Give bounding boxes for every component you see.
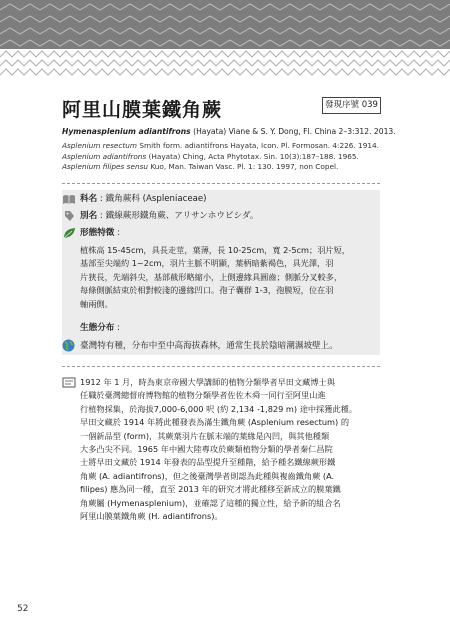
distribution-heading: 生態分布 : — [80, 323, 121, 333]
history-line: 角蕨 (A. adiantifrons)，但之後臺灣學者則認為此種與複齒鐵角蕨 (A. — [80, 470, 335, 481]
morphology-line: 基部至尖端約 1~2cm，羽片主脈不明顯，葉柄暗紫褐色，具光澤，羽 — [80, 258, 334, 269]
morphology-line: 每條側脈結束於相對較淺的邊緣凹口。孢子囊群 1-3，孢膜短，位在羽 — [80, 285, 334, 296]
history-line: 行植物採集，於海拔7,000-6,000 呎 (約 2,134 -1,829 m) 途中採獲此種。 — [80, 403, 358, 414]
divider-bottom — [62, 366, 380, 367]
alias-value: : 鐵線蕨形鐵角蕨、アリサンホウビシダ。 — [97, 211, 259, 221]
alias-row — [80, 210, 258, 222]
history-line: filipes) 應為同一種，直至 2013 年的研究才將此種移至新成立的膜葉鐵 — [80, 484, 341, 495]
quote-icon — [62, 377, 76, 388]
scientific-name: Hymenasplenium adiantifrons — [62, 127, 191, 136]
history-paragraph — [80, 376, 380, 523]
scientific-name-line — [62, 126, 396, 137]
history-line: 士將早田文藏於 1914 年發表的品型提升至種階，給予種名鐵線蕨形鐵 — [80, 457, 336, 468]
zigzag-border — [0, 49, 450, 77]
tag-icon — [64, 210, 75, 222]
globe-icon — [62, 339, 75, 352]
book-icon — [62, 194, 76, 205]
family-value: : 鐵角蕨科 (Aspleniaceae) — [97, 194, 207, 204]
distribution-text: 臺灣特有種，分布中至中高海拔森林，通常生長於陰暗潮濕坡壁上。 — [80, 341, 338, 351]
scientific-author: (Hayata) Viane & S. Y. Dong, Fl. China 2–3:312. 2013. — [190, 127, 396, 136]
history-line: 角蕨屬 (Hymenasplenium)，並確認了這種的獨立性，給予新的組合名 — [80, 497, 341, 508]
divider-top — [62, 183, 380, 184]
header-band — [0, 0, 450, 49]
history-line: 任職於臺灣總督府博物館的植物分類學者佐佐木舜一同行至阿里山進 — [80, 390, 326, 401]
history-line: 早田文藏於 1914 年將此種發表為滿生鐵角蕨 (Asplenium resectum) 的 — [80, 417, 350, 428]
morphology-label: 形態特徵 — [80, 228, 115, 238]
morphology-line: 植株高 15-45cm，具長走莖，葉薄，長 10-25cm，寬 2-5cm；羽片短， — [80, 245, 350, 255]
discovery-number-badge: 發現序號 039 — [322, 97, 381, 114]
distribution-label: 生態分布 — [80, 323, 115, 333]
history-line: 大多凸尖不同。1965 年中國大陸專攻於蕨類植物分類的學者秦仁昌院 — [80, 444, 333, 455]
family-label: 科名 — [80, 194, 98, 204]
synonym-list — [62, 141, 382, 173]
header-pattern — [0, 0, 450, 49]
history-line: 一個新品型 (form)，其蕨葉羽片在脈末端的葉緣是內凹，與其他種類 — [80, 430, 330, 441]
history-line: 1912 年 1 月，時為東京帝國大學講師的植物分類學者早田文藏博士與 — [80, 377, 335, 387]
family-row — [80, 193, 207, 205]
page-title: 阿里山膜葉鐵角蕨 — [62, 99, 223, 121]
synonym-item: Asplenium adiantifrons (Hayata) Ching, Acta Phytotax. Sin. 10(3):187–188. 1965. — [62, 151, 359, 161]
alias-label: 別名 — [80, 211, 98, 221]
leaf-icon — [63, 227, 76, 239]
morphology-text — [80, 244, 376, 311]
synonym-item: Asplenium resectum Smith form. adiantifrons Hayata, Icon. Pl. Formosan. 4:226. 1914. — [62, 141, 379, 150]
synonym-item: Asplenium filipes sensu Kuo, Man. Taiwan Vasc. Pl. 1: 130. 1997, non Copel. — [62, 162, 339, 172]
morphology-heading: 形態特徵 : — [80, 228, 121, 238]
morphology-line: 片狹長，先端斜尖，基部截形略縮小，上側邊緣具圓齒；側脈分叉較多， — [80, 271, 343, 282]
history-line: 阿里山膜葉鐵角蕨 (H. adiantifrons)。 — [80, 511, 223, 522]
page-number: 52 — [17, 604, 29, 614]
morphology-line: 軸兩側。 — [80, 298, 113, 309]
